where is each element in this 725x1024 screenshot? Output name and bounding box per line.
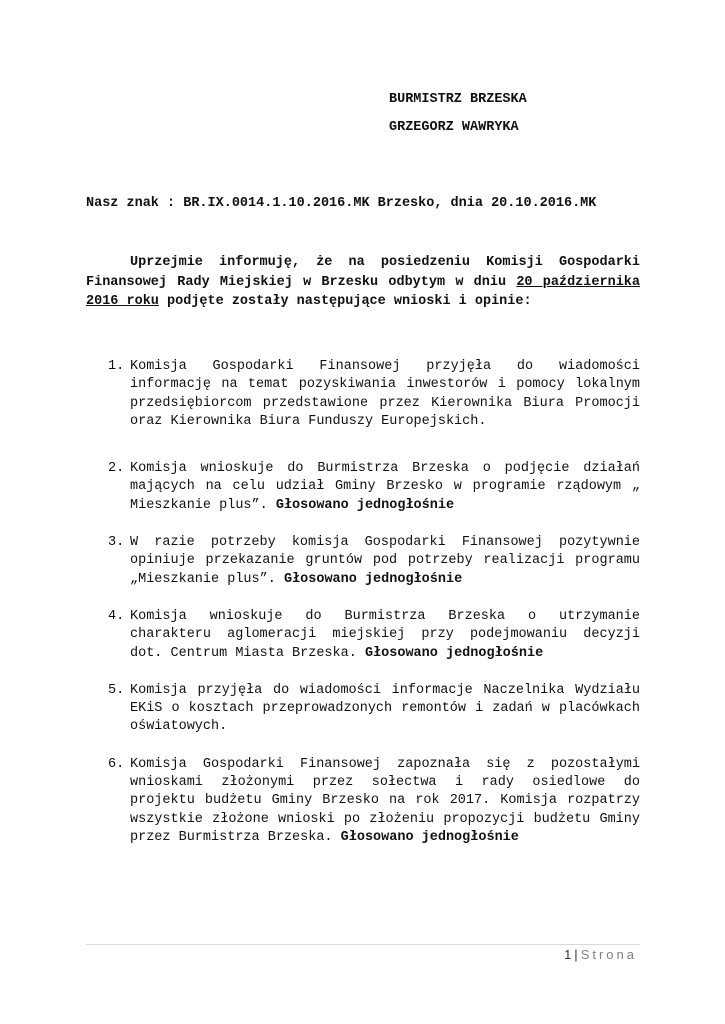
- intro-paragraph: [86, 253, 640, 312]
- list-item-number: 1.: [108, 359, 125, 374]
- addressee-title: BURMISTRZ BRZESKA: [389, 92, 527, 107]
- vote-result: Głosowano jednogłośnie: [364, 645, 544, 661]
- list-item-number: 2.: [108, 461, 125, 477]
- page-label: Strona: [580, 947, 637, 962]
- addressee-block: [389, 86, 527, 142]
- list-item: [86, 358, 640, 431]
- list-item: [86, 534, 640, 589]
- intro-text-end: podjęte zostały następujące wnioski i opinie:: [158, 294, 532, 309]
- list-item: [86, 682, 640, 737]
- vote-result: Głosowano jednogłośnie: [275, 497, 455, 513]
- list-item: [86, 608, 640, 663]
- list-item-text: Komisja Gospodarki Finansowej zapoznała się z pozostałymi wnioskami złożonymi przez sołectwa i rady osiedlowe do projektu budżetu Gminy Brzesko na rok 2017. Komisja rozpatrzy wszystkie złożone wnioski po złożeniu propozycji budżetu Gminy przez Burmistrza Brzeska.: [130, 756, 640, 845]
- list-item-number: 3.: [108, 535, 125, 551]
- intro-text-start: Uprzejmie informuję, że na posiedzeniu Komisji Gospodarki Finansowej Rady Miejskiej w Brzesku odbytym w dniu: [86, 255, 640, 290]
- list-item-number: 5.: [108, 682, 125, 698]
- page-number: 1: [564, 947, 572, 962]
- list-item-text: Komisja wnioskuje do Burmistrza Brzeska o podjęcie działań mających na celu udział Gminy Brzesko w programie rządowym „ Mieszkanie plus”.: [130, 461, 640, 513]
- list-item-text: W razie potrzeby komisja Gospodarki Finansowej pozytywnie opiniuje przekazanie gruntów pod potrzeby realizacji programu „Mieszkanie plus”.: [130, 535, 640, 587]
- list-item-text: Komisja przyjęła do wiadomości informacje Naczelnika Wydziału EKiS o kosztach przeprowadzonych remontów i zadań w placówkach oświatowych.: [130, 682, 640, 735]
- footer-separator: |: [574, 947, 578, 962]
- list-item-text: Komisja wnioskuje do Burmistrza Brzeska o utrzymanie charakteru aglomeracji miejskiej przy podejmowaniu decyzji dot. Centrum Miasta Brzeska.: [130, 608, 640, 661]
- list-item: [86, 756, 640, 847]
- list-item-number: 6.: [108, 756, 125, 772]
- page-footer: [564, 947, 637, 962]
- list-item: [86, 460, 640, 515]
- addressee-name: GRZEGORZ WAWRYKA: [389, 120, 519, 135]
- footer-divider: [86, 944, 640, 945]
- list-item-text: Komisja Gospodarki Finansowej przyjęła do wiadomości informację na temat pozyskiwania inwestorów i pomocy lokalnym przedsiębiorcom przedstawione przez Kierownika Biura Promocji oraz Kierownika Biura Funduszy Europejskich.: [130, 359, 640, 429]
- reference-line: Nasz znak : BR.IX.0014.1.10.2016.MK Brzesko, dnia 20.10.2016.MK: [86, 196, 597, 211]
- resolutions-list: [86, 358, 640, 847]
- vote-result: Głosowano jednogłośnie: [340, 829, 519, 845]
- meeting-date: 20 października 2016 roku: [86, 274, 640, 309]
- list-item-number: 4.: [108, 608, 125, 624]
- vote-result: Głosowano jednogłośnie: [283, 571, 463, 587]
